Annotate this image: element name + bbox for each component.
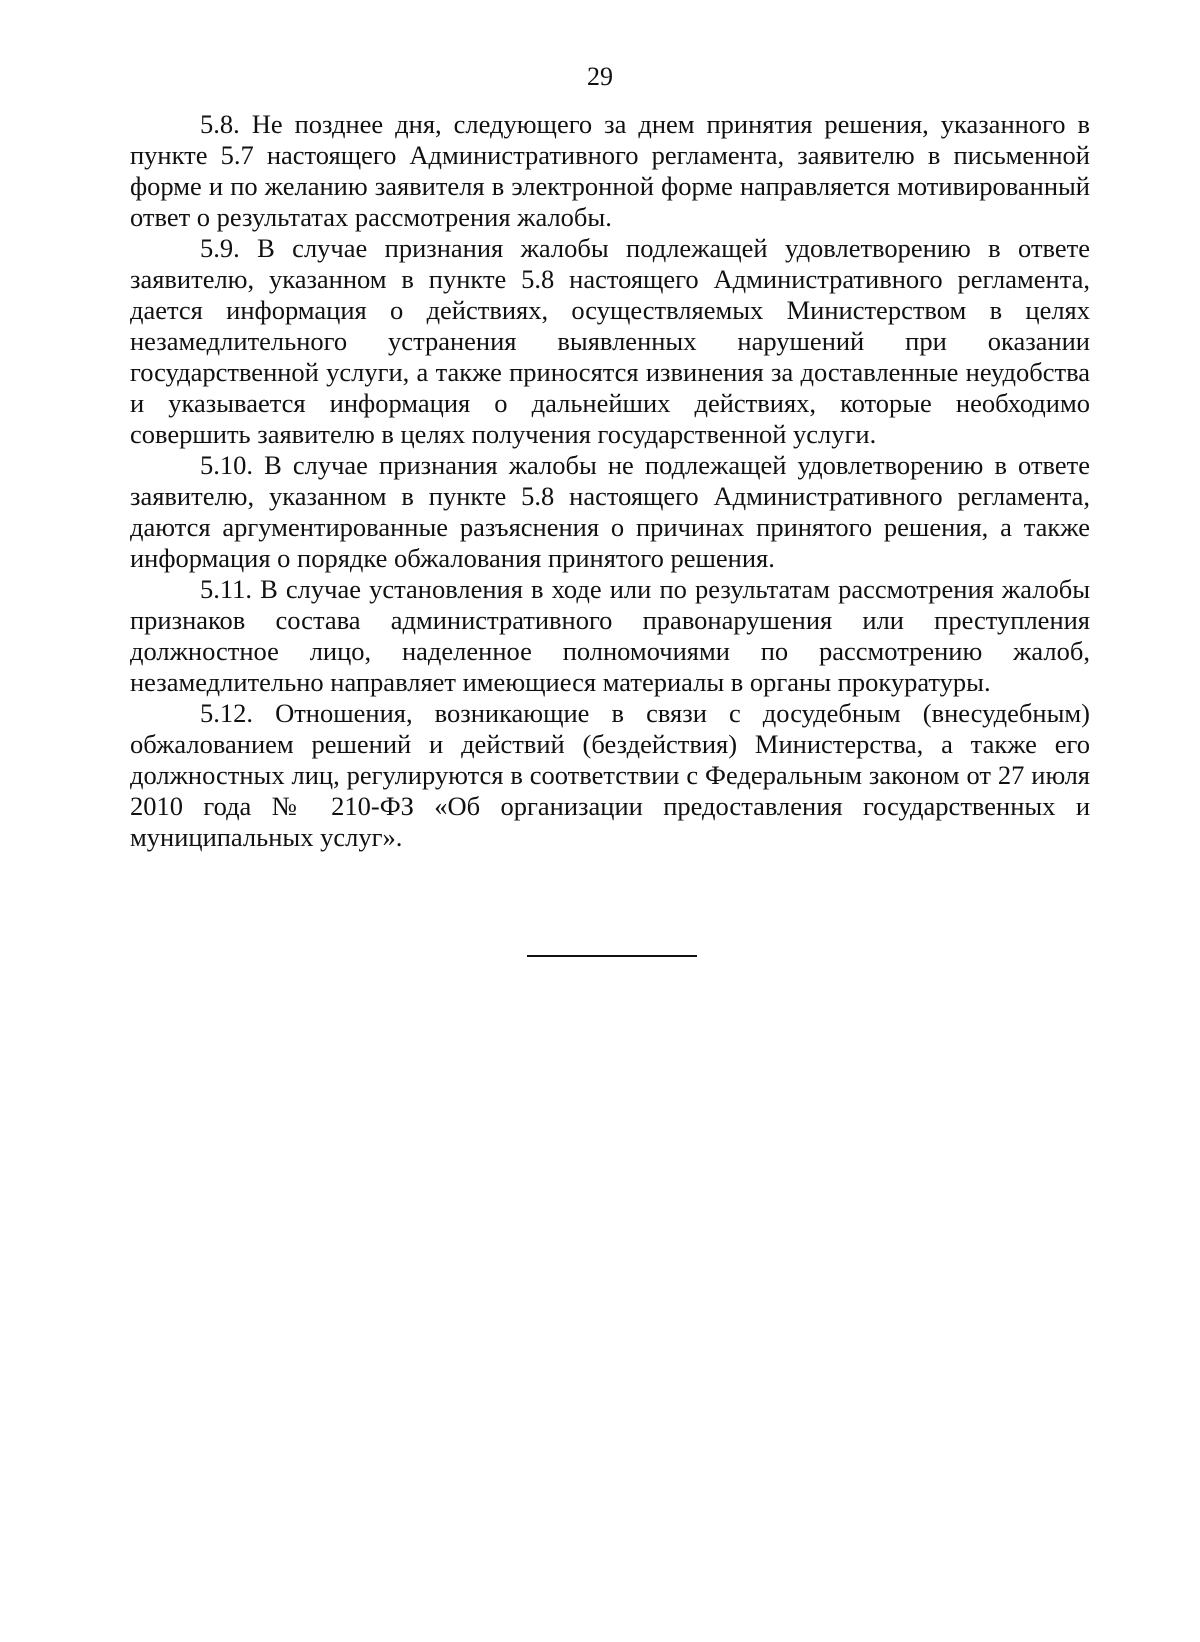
paragraph-5-9: 5.9. В случае признания жалобы подлежащей удовлетворению в ответе заявителю, указанном в пункте 5.8 настоящего Административного регламента, дается информация о действиях, осуществляемых Министерством в целях незамедлительного устранения выявленных нарушений при оказании государственной услуги, а также приносятся извинения за доставленные неудобства и указывается информация о дальнейших действиях, которые необходимо совершить заявителю в целях получения государственной услуги. xyxy=(130,233,1090,449)
paragraph-5-10: 5.10. В случае признания жалобы не подлежащей удовлетворению в ответе заявителю, указанном в пункте 5.8 настоящего Административного регламента, даются аргументированные разъяснения о причинах принятого решения, а также информация о порядке обжалования принятого решения. xyxy=(130,450,1090,573)
paragraph-5-11: 5.11. В случае установления в ходе или по результатам рассмотрения жалобы признаков состава административного правонарушения или преступления должностное лицо, наделенное полномочиями по рассмотрению жалоб, незамедлительно направляет имеющиеся материалы в органы прокуратуры. xyxy=(130,574,1090,697)
paragraph-5-12: 5.12. Отношения, возникающие в связи с досудебным (внесудебным) обжалованием решений и действий (бездействия) Министерства, а также его должностных лиц, регулируются в соответствии с Федеральным законом от 27 июля 2010 года № 210-ФЗ «Об организации предоставления государственных и муниципальных услуг». xyxy=(130,698,1090,852)
page-number: 29 xyxy=(587,62,613,91)
end-of-document-rule xyxy=(527,955,697,957)
document-body xyxy=(130,109,1090,853)
paragraph-5-8: 5.8. Не позднее дня, следующего за днем принятия решения, указанного в пункте 5.7 настоящего Административного регламента, заявителю в письменной форме и по желанию заявителя в электронной форме направляется мотивированный ответ о результатах рассмотрения жалобы. xyxy=(130,109,1090,232)
